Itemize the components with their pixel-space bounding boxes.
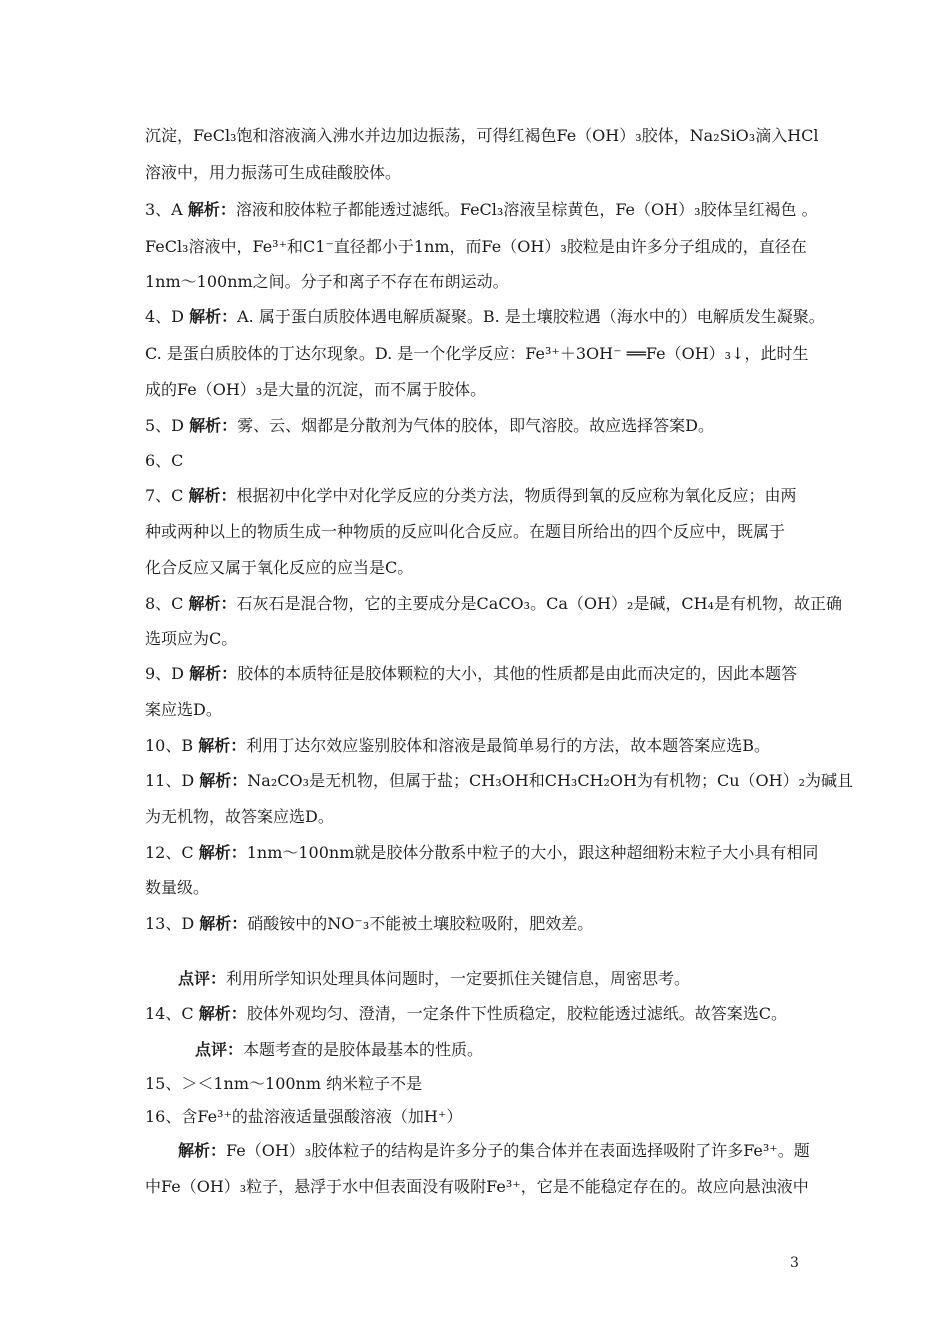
- answer-11: 11、D 解析：Na₂CO₃是无机物，但属于盐；CH₃OH和CH₃CH₂OH为有机物；Cu（OH）₂为碱且: [145, 771, 854, 790]
- text-line: 化合反应又属于氧化反应的应当是C。: [145, 558, 414, 577]
- answer-3: 3、A 解析：溶液和胶体粒子都能透过滤纸。FeCl₃溶液呈棕黄色，Fe（OH）₃胶体呈红褐色 。: [145, 200, 818, 219]
- text-line: 1nm～100nm之间。分子和离子不存在布朗运动。: [145, 272, 509, 291]
- answer-6: 6、C: [145, 451, 184, 470]
- analysis-label: 解析：: [188, 486, 237, 505]
- answer-8: 8、C 解析：石灰石是混合物，它的主要成分是CaCO₃。Ca（OH）₂是碱，CH₄是有机物，故正确: [145, 594, 842, 613]
- answer-16: 16、含Fe³⁺的盐溶液适量强酸溶液（加H⁺）: [145, 1107, 463, 1126]
- analysis-label: 解析：: [198, 843, 247, 862]
- analysis-label: 解析：: [189, 416, 238, 435]
- text-line: 成的Fe（OH）₃是大量的沉淀，而不属于胶体。: [145, 380, 487, 399]
- text-line: 案应选D。: [145, 700, 222, 719]
- page-number: 3: [790, 1255, 799, 1271]
- analysis-label: 解析：: [198, 1004, 247, 1023]
- text-line: 沉淀，FeCl₃饱和溶液滴入沸水并边加边振荡，可得红褐色Fe（OH）₃胶体，Na₂SiO₃滴入HCl: [145, 126, 819, 145]
- text-line: 选项应为C。: [145, 629, 238, 648]
- analysis-label: 解析：: [188, 594, 237, 613]
- text-line: 中Fe（OH）₃粒子，悬浮于水中但表面没有吸附Fe³⁺，它是不能稳定存在的。故应向悬浊液中: [145, 1177, 809, 1196]
- text-line: FeCl₃溶液中，Fe³⁺和C1⁻直径都小于1nm，而Fe（OH）₃胶粒是由许多分子组成的，直径在: [145, 237, 807, 256]
- analysis-16: 解析：Fe（OH）₃胶体粒子的结构是许多分子的集合体并在表面选择吸附了许多Fe³⁺。题: [178, 1141, 810, 1160]
- analysis-label: 解析：: [189, 307, 238, 326]
- answer-9: 9、D 解析：胶体的本质特征是胶体颗粒的大小，其他的性质都是由此而决定的，因此本题答: [145, 664, 798, 683]
- answer-10: 10、B 解析：利用丁达尔效应鉴别胶体和溶液是最简单易行的方法，故本题答案应选B。: [145, 736, 770, 755]
- comment-label: 点评：: [195, 1040, 244, 1059]
- comment-label: 点评：: [178, 969, 227, 988]
- text-line: 数量级。: [145, 878, 210, 897]
- answer-12: 12、C 解析：1nm～100nm就是胶体分散系中粒子的大小，跟这种超细粉末粒子大小具有相同: [145, 843, 819, 862]
- analysis-label: 解析：: [198, 736, 247, 755]
- answer-14: 14、C 解析：胶体外观均匀、澄清，一定条件下性质稳定，胶粒能透过滤纸。故答案选C。: [145, 1004, 787, 1023]
- analysis-label: 解析：: [189, 664, 238, 683]
- text-line: 为无机物，故答案应选D。: [145, 807, 334, 826]
- text-line: C. 是蛋白质胶体的丁达尔现象。D. 是一个化学反应：Fe³⁺＋3OH⁻ ══Fe（OH）₃↓，此时生: [145, 344, 809, 363]
- answer-7: 7、C 解析：根据初中化学中对化学反应的分类方法，物质得到氧的反应称为氧化反应；由两: [145, 486, 797, 505]
- analysis-label: 解析：: [187, 200, 236, 219]
- answer-5: 5、D 解析：雾、云、烟都是分散剂为气体的胶体，即气溶胶。故应选择答案D。: [145, 416, 714, 435]
- analysis-label: 解析：: [178, 1141, 227, 1160]
- analysis-label: 解析：: [199, 914, 248, 933]
- answer-4: 4、D 解析：A. 属于蛋白质胶体遇电解质凝聚。B. 是土壤胶粒遇（海水中的）电解质发生凝聚。: [145, 307, 825, 326]
- comment-14: 点评：本题考查的是胶体最基本的性质。: [195, 1040, 484, 1059]
- analysis-label: 解析：: [199, 771, 248, 790]
- text-line: 溶液中，用力振荡可生成硅酸胶体。: [145, 163, 402, 182]
- text-line: 种或两种以上的物质生成一种物质的反应叫化合反应。在题目所给出的四个反应中，既属于: [145, 522, 786, 541]
- answer-13: 13、D 解析：硝酸铵中的NO⁻₃不能被土壤胶粒吸附，肥效差。: [145, 914, 594, 933]
- comment-13: 点评：利用所学知识处理具体问题时，一定要抓住关键信息，周密思考。: [178, 969, 691, 988]
- answer-15: 15、＞＜1nm～100nm 纳米粒子不是: [145, 1074, 423, 1093]
